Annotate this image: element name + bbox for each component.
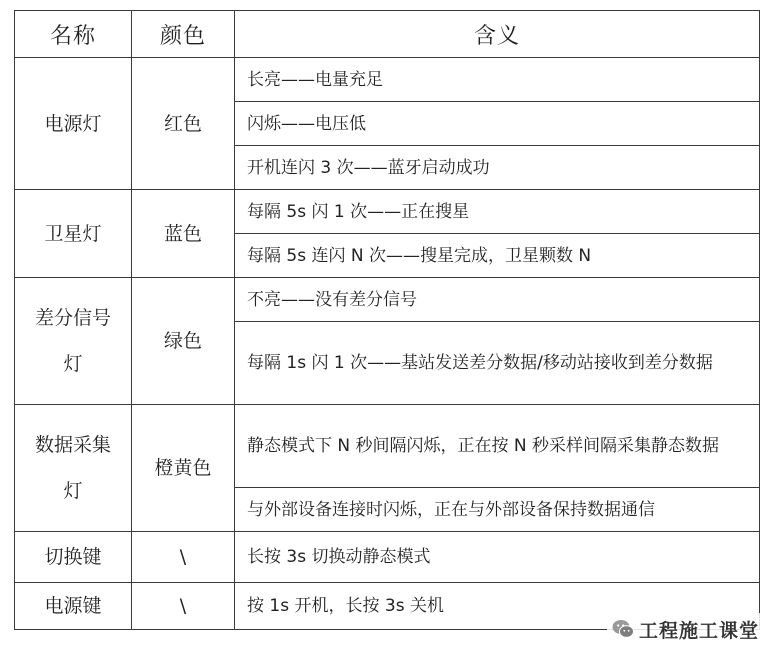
data-collect-light-color: 橙黄色 [132,405,235,532]
meaning-cell: 每隔 5s 连闪 N 次——搜星完成，卫星颗数 N [235,234,760,278]
meaning-cell: 不亮——没有差分信号 [235,278,760,322]
meaning-cell: 长亮——电量充足 [235,58,760,102]
power-key-color: \ [132,583,235,630]
data-collect-light-name [15,405,132,532]
data-collect-light-name-line1: 数据采集 [34,434,111,456]
switch-key-name: 切换键 [15,532,132,583]
header-meaning: 含义 [235,11,760,58]
table-row [15,278,760,322]
indicator-table [14,10,760,630]
switch-key-color: \ [132,532,235,583]
meaning-cell: 开机连闪 3 次——蓝牙启动成功 [235,146,760,190]
meaning-cell: 静态模式下 N 秒间隔闪烁，正在按 N 秒采样间隔采集静态数据 [235,405,760,488]
diff-signal-light-color: 绿色 [132,278,235,405]
data-collect-light-name-line2: 灯 [63,480,83,502]
watermark [607,613,765,645]
diff-signal-light-name [15,278,132,405]
power-light-name: 电源灯 [15,58,132,190]
header-color: 颜色 [132,11,235,58]
watermark-text: 工程施工课堂 [639,619,760,642]
satellite-light-name: 卫星灯 [15,190,132,278]
table-row [15,532,760,583]
diff-signal-light-name-line2: 灯 [63,353,83,375]
meaning-cell: 每隔 1s 闪 1 次——基站发送差分数据/移动站接收到差分数据 [235,322,760,405]
header-name: 名称 [15,11,132,58]
meaning-cell: 闪烁——电压低 [235,102,760,146]
header-row [15,11,760,58]
table-row [15,58,760,102]
power-key-name: 电源键 [15,583,132,630]
wechat-icon [611,617,635,641]
satellite-light-color: 蓝色 [132,190,235,278]
power-light-color: 红色 [132,58,235,190]
table-row [15,405,760,488]
meaning-cell: 长按 3s 切换动静态模式 [235,532,760,583]
meaning-cell: 每隔 5s 闪 1 次——正在搜星 [235,190,760,234]
table-row [15,190,760,234]
diff-signal-light-name-line1: 差分信号 [34,307,111,329]
meaning-cell: 按 1s 开机，长按 3s 关机 [235,583,760,630]
meaning-cell: 与外部设备连接时闪烁，正在与外部设备保持数据通信 [235,488,760,532]
